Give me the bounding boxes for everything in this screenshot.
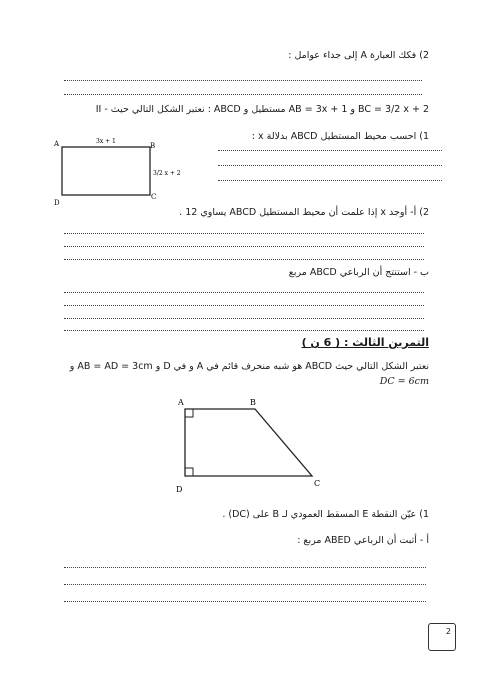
question-square-abed: أ - أثبت أن الرباعي ABED مربع : bbox=[297, 535, 429, 546]
answer-line bbox=[218, 165, 442, 166]
page-number: 2 bbox=[445, 627, 451, 636]
exercise-3-title: التمرين الثالث : ( 6 ن ) bbox=[301, 336, 429, 349]
point-d-label: D bbox=[176, 485, 183, 494]
side-bc-label: 3/2 x + 2 bbox=[153, 170, 181, 177]
answer-line bbox=[64, 567, 426, 568]
exercise-3-dc-length: DC = 6cm bbox=[379, 376, 429, 387]
point-a-label: A bbox=[54, 140, 60, 148]
point-c-label: C bbox=[314, 479, 321, 488]
answer-line bbox=[64, 292, 424, 293]
rectangle-shape bbox=[62, 147, 150, 195]
answer-line bbox=[64, 80, 422, 81]
answer-line bbox=[64, 233, 424, 234]
answer-line bbox=[218, 180, 442, 181]
question-perimeter: 1) احسب محيط المستطيل ABCD بدلالة x : bbox=[251, 131, 429, 142]
answer-line bbox=[64, 318, 424, 319]
question-factor: 2) فكك العبارة A إلى جداء عوامل : bbox=[288, 50, 429, 61]
trapezoid-shape bbox=[185, 409, 312, 476]
side-ab-label: 3x + 1 bbox=[96, 138, 116, 145]
answer-line bbox=[64, 330, 424, 331]
question-square: ب - استنتج أن الرباعي ABCD مربع bbox=[288, 267, 429, 278]
question-find-x: 2) أ- أوجد x إذا علمت أن محيط المستطيل ABCD يساوي 12 . bbox=[179, 207, 429, 218]
answer-line bbox=[64, 259, 424, 260]
right-angle-d bbox=[185, 468, 193, 476]
point-a-label: A bbox=[178, 398, 184, 407]
answer-line bbox=[218, 150, 442, 151]
point-b-label: B bbox=[250, 398, 256, 407]
trapezoid-figure bbox=[170, 394, 330, 499]
answer-line bbox=[64, 94, 422, 95]
answer-line bbox=[64, 305, 424, 306]
page-number-box bbox=[428, 623, 456, 651]
answer-line bbox=[64, 601, 426, 602]
exercise-3-intro: نعتبر الشكل التالي حيث ABCD هو شبه منحرف قائم في A و في D و AB = AD = 3cm و bbox=[69, 361, 429, 372]
answer-line bbox=[64, 584, 426, 585]
point-b-label: B bbox=[150, 142, 156, 150]
point-c-label: C bbox=[151, 193, 157, 201]
rectangle-figure bbox=[52, 133, 197, 208]
question-point-e: 1) عيّن النقطة E المسقط العمودي لـ B على (DC) . bbox=[222, 509, 429, 520]
part2-intro: II - نعتبر الشكل التالي حيث : ABCD مستطيل و AB = 3x + 1 و BC = 3/2 x + 2 bbox=[95, 104, 429, 115]
point-d-label: D bbox=[54, 199, 60, 207]
answer-line bbox=[64, 246, 424, 247]
right-angle-a bbox=[185, 409, 193, 417]
